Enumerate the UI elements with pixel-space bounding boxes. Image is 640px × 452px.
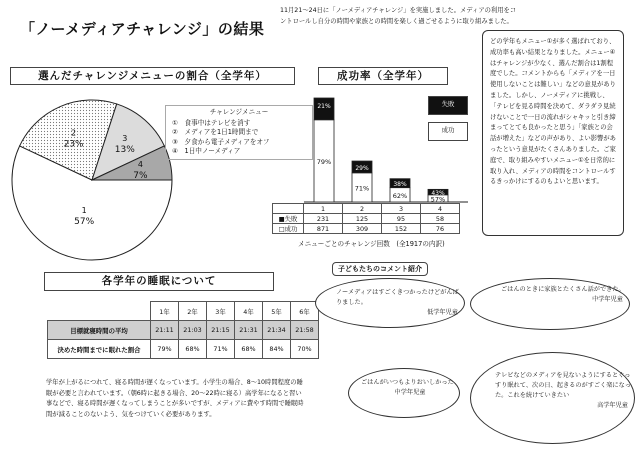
fail-count: 231 — [304, 214, 343, 224]
pie-label-pct: 57% — [74, 217, 95, 228]
sleep-header-row — [48, 302, 319, 321]
rate-table — [272, 203, 460, 234]
fail-count: 125 — [343, 214, 382, 224]
legend-success: 成功 — [428, 122, 468, 141]
comment-author: 中学年児童 — [592, 296, 623, 303]
success-count: 152 — [382, 224, 421, 234]
comment-bubble — [348, 368, 460, 418]
rate-header-row — [273, 204, 460, 214]
pie-label-num: 1 — [81, 206, 87, 216]
pie-label-pct: 7% — [133, 171, 148, 182]
bedtime-value: 21:03 — [179, 321, 207, 340]
bar-success-pct: 71% — [354, 184, 370, 193]
pie-label-num: 3 — [122, 133, 128, 143]
bar-fail-pct: 38% — [393, 181, 407, 189]
rate-cat: 1 — [304, 204, 343, 214]
rate-fail-row — [273, 214, 460, 224]
bar-fail-pct: 43% — [431, 190, 445, 198]
bedtime-value: 21:15 — [207, 321, 235, 340]
on-time-value: 68% — [179, 340, 207, 359]
sleep-comment: 学年が上がるにつれて、寝る時間が遅くなっています。小学生の場合、8～10時間程度の睡眠が必要と言われています。（朝6時に起きる場合、20～22時に寝る）高学年になると習い事などで、寝る時間が遅くなってしまうことが多いですが、メディアに費やす時間で睡眠時間が減ることのないよう、気をつけていく必要があります。 — [46, 379, 304, 418]
sleep-table — [47, 301, 319, 359]
fail-count: 58 — [421, 214, 460, 224]
success-count: 76 — [421, 224, 460, 234]
grade-header: 5年 — [263, 302, 291, 321]
bar-legend — [428, 96, 468, 148]
grade-header: 2年 — [179, 302, 207, 321]
on-time-value: 71% — [207, 340, 235, 359]
comment-text: ごはんがいつもよりおいしかった — [361, 379, 454, 386]
row-label: ■失敗 — [273, 214, 304, 224]
bedtime-row — [48, 321, 319, 340]
bedtime-value: 21:34 — [263, 321, 291, 340]
on-time-row — [48, 340, 319, 359]
pie-label-num: 2 — [71, 128, 77, 138]
success-count: 871 — [304, 224, 343, 234]
success-count: 309 — [343, 224, 382, 234]
comment-bubble — [315, 278, 465, 328]
sleep-heading: 各学年の睡眠について — [44, 272, 274, 291]
pie-label-num: 4 — [137, 160, 143, 170]
rate-cat: 2 — [343, 204, 382, 214]
grade-header: 4年 — [235, 302, 263, 321]
pie-label-pct: 13% — [114, 144, 135, 155]
intro-text: 11月21～24日に「ノーメディアチャレンジ」を実施しました。メディアの利用をコントロールし自分の時間や家族との時間を楽しく過ごせるように取り組みました。 — [280, 7, 517, 25]
rate-heading: 成功率（全学年） — [318, 67, 448, 85]
rate-cat: 3 — [382, 204, 421, 214]
bar-success-pct: 79% — [316, 157, 332, 166]
bedtime-value: 21:58 — [291, 321, 319, 340]
comment-author: 中学年児童 — [394, 389, 426, 396]
row-label: 決めた時間までに眠れた割合 — [48, 340, 151, 359]
comment-text: ノーメディアはすごくきつかったけどがんばりました。 — [336, 289, 459, 306]
on-time-value: 68% — [235, 340, 263, 359]
grade-header: 3年 — [207, 302, 235, 321]
bedtime-value: 21:31 — [235, 321, 263, 340]
legend-item: ③ 夕食から電子メディアをオフ — [172, 137, 270, 146]
pie-heading: 選んだチャレンジメニューの割合（全学年） — [10, 67, 295, 85]
rate-cat: 4 — [421, 204, 460, 214]
page-title: 「ノーメディアチャレンジ」の結果 — [20, 20, 265, 38]
bar-fail-pct: 21% — [317, 103, 331, 110]
rate-success-row — [273, 224, 460, 234]
comment-bubble — [470, 352, 635, 444]
on-time-value: 84% — [263, 340, 291, 359]
comment-author: 低学年児童 — [427, 309, 458, 316]
grade-header: 6年 — [291, 302, 319, 321]
row-label: □成功 — [273, 224, 304, 234]
bar-success-pct: 62% — [392, 191, 408, 200]
comment-text: ごはんのときに家族とたくさん話ができた。 — [501, 286, 625, 293]
comments-heading: 子どもたちのコメント紹介 — [332, 262, 428, 276]
bar-success-pct: 57% — [430, 195, 446, 204]
rate-caption: メニューごとのチャレンジ回数 (全1917の内訳) — [298, 240, 445, 248]
comment-author: 高学年児童 — [597, 402, 628, 409]
summary-note: どの学年もメニュー①が多く選ばれており、成功率も高い結果となりました。メニュー④はチャレンジが少なく、選んだ割合は1割程度でした。コメントからも「メディアを一日使用しないことは難しい」などの意見がありました。しかし、ノーメディアに挑戦し、「テレビを見る時間を決めて、ダラダラ見続けないことで一日の流れがシャキッと引き締まってとても良かったと思う」「家族との会話が増えた」などの声があり、よい影響があったという意見がたくさんありました。ご家庭で、取り組みやすいメニュー①を日常的に取り入れ、メディアの時間をコントロールするきっかけにするのもよいと思います。 — [482, 30, 624, 236]
row-label: 目標就寝時間の平均 — [48, 321, 151, 340]
pie-chart — [10, 88, 175, 268]
legend-item: ① 食事中はテレビを消す — [172, 118, 251, 127]
grade-header: 1年 — [151, 302, 179, 321]
pie-label-pct: 23% — [63, 139, 84, 150]
bedtime-value: 21:11 — [151, 321, 179, 340]
legend-item: ④ 1日中ノーメディア — [172, 147, 241, 155]
legend-title: チャレンジメニュー — [209, 108, 269, 116]
comment-bubble — [470, 278, 630, 330]
pie-legend — [165, 105, 313, 160]
legend-fail: 失敗 — [428, 96, 468, 115]
on-time-value: 79% — [151, 340, 179, 359]
fail-count: 95 — [382, 214, 421, 224]
bar-fail-pct: 29% — [355, 164, 369, 172]
on-time-value: 70% — [291, 340, 319, 359]
legend-item: ② メディアを1日1時間まで — [172, 128, 259, 136]
comment-text: テレビなどのメディアを見ないようにするとぐっすり眠れて、次の日、起きるのがすごく楽になった。これを続けていきたい — [495, 372, 631, 399]
